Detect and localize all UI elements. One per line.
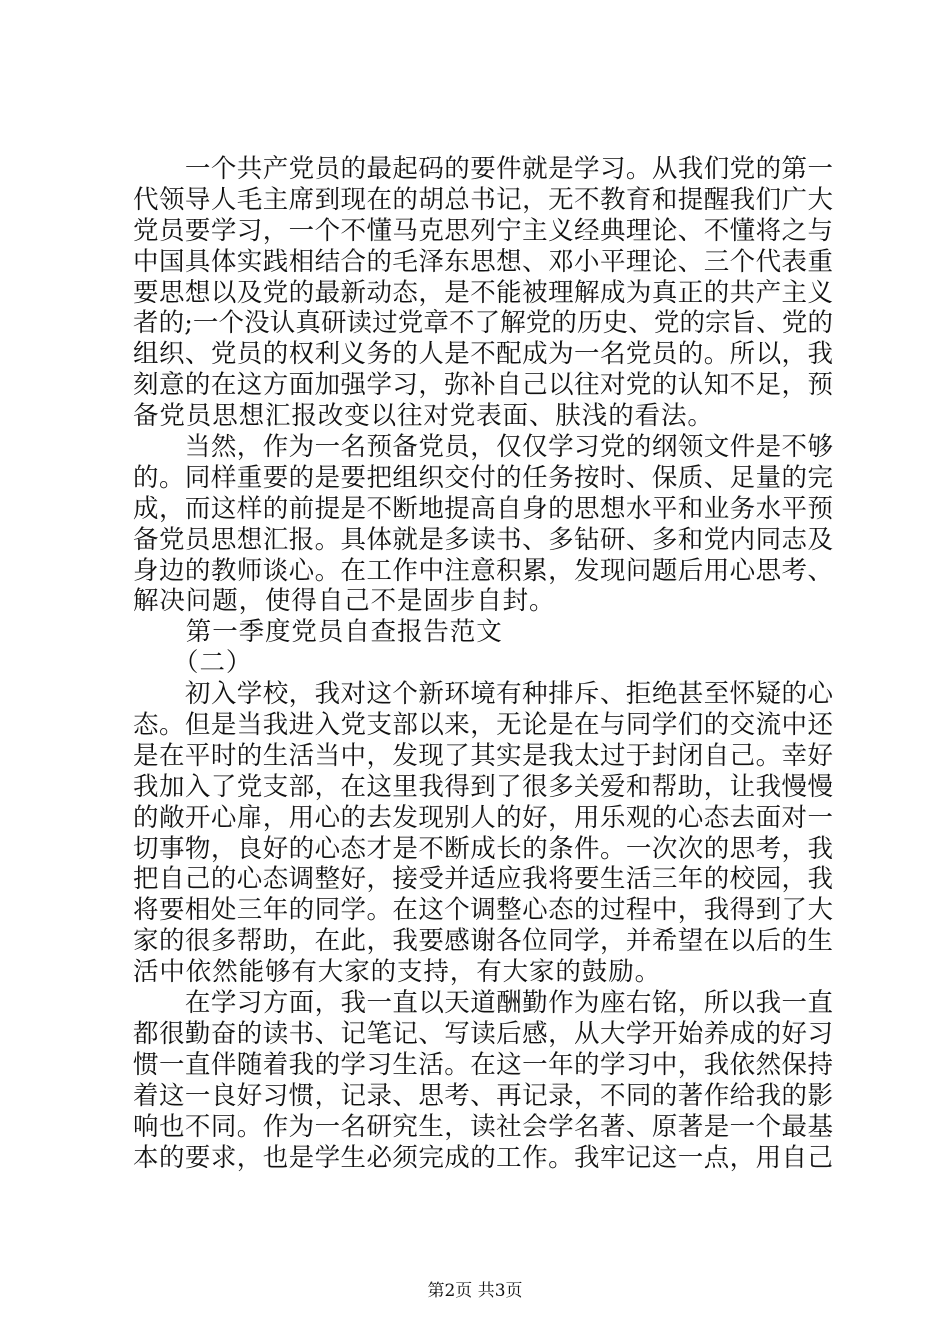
text-line: 初入学校，我对这个新环境有种排斥、拒绝甚至怀疑的心 (133, 679, 833, 710)
text-line: 者的;一个没认真研读过党章不了解党的历史、党的宗旨、党的 (133, 308, 833, 339)
text-line: 活中依然能够有大家的支持，有大家的鼓励。 (133, 957, 662, 988)
text-line: 解决问题，使得自己不是固步自封。 (133, 586, 556, 617)
text-line: 都很勤奋的读书、记笔记、写读后感，从大学开始养成的好习 (133, 1018, 833, 1049)
text-line: 备党员思想汇报。具体就是多读书、多钻研、多和党内同志及 (133, 524, 833, 555)
text-line: 本的要求，也是学生必须完成的工作。我牢记这一点，用自己 (133, 1142, 833, 1173)
text-line: 代领导人毛主席到现在的胡总书记，无不教育和提醒我们广大 (133, 184, 833, 215)
text-line: 的敞开心扉，用心的去发现别人的好，用乐观的心态去面对一 (133, 802, 833, 833)
text-line: 第一季度党员自查报告范文 (133, 617, 503, 648)
text-line: 当然，作为一名预备党员，仅仅学习党的纲领文件是不够 (133, 432, 833, 463)
text-line: 备党员思想汇报改变以往对党表面、肤浅的看法。 (133, 401, 714, 432)
text-line: 将要相处三年的同学。在这个调整心态的过程中，我得到了大 (133, 895, 833, 926)
document-body (133, 154, 833, 1173)
text-line: 一个共产党员的最起码的要件就是学习。从我们党的第一 (133, 154, 833, 184)
text-line: 在学习方面，我一直以天道酬勤作为座右铭，所以我一直 (133, 988, 833, 1019)
text-line: 我加入了党支部，在这里我得到了很多关爱和帮助，让我慢慢 (133, 771, 833, 802)
text-line: 是在平时的生活当中，发现了其实是我太过于封闭自己。幸好 (133, 740, 833, 771)
text-line: 惯一直伴随着我的学习生活。在这一年的学习中，我依然保持 (133, 1049, 833, 1080)
text-line: 家的很多帮助，在此，我要感谢各位同学，并希望在以后的生 (133, 926, 833, 957)
text-line: 刻意的在这方面加强学习，弥补自己以往对党的认知不足，预 (133, 370, 833, 401)
text-line: （二） (133, 648, 253, 679)
text-line: 响也不同。作为一名研究生，读社会学名著、原著是一个最基 (133, 1111, 833, 1142)
text-line: 成，而这样的前提是不断地提高自身的思想水平和业务水平预 (133, 493, 833, 524)
text-line: 要思想以及党的最新动态，是不能被理解成为真正的共产主义 (133, 277, 833, 308)
text-line: 中国具体实践相结合的毛泽东思想、邓小平理论、三个代表重 (133, 246, 833, 277)
page-number-footer: 第2页 共3页 (427, 1281, 523, 1301)
text-line: 党员要学习，一个不懂马克思列宁主义经典理论、不懂将之与 (133, 215, 833, 246)
text-line: 的。同样重要的是要把组织交付的任务按时、保质、足量的完 (133, 462, 833, 493)
text-line: 身边的教师谈心。在工作中注意积累，发现问题后用心思考、 (133, 555, 833, 586)
text-line: 把自己的心态调整好，接受并适应我将要生活三年的校园，我 (133, 864, 833, 895)
text-line: 组织、党员的权利义务的人是不配成为一名党员的。所以，我 (133, 339, 833, 370)
text-line: 切事物，良好的心态才是不断成长的条件。一次次的思考，我 (133, 833, 833, 864)
text-line: 着这一良好习惯，记录、思考、再记录，不同的著作给我的影 (133, 1080, 833, 1111)
text-line: 态。但是当我进入党支部以来，无论是在与同学们的交流中还 (133, 710, 833, 741)
